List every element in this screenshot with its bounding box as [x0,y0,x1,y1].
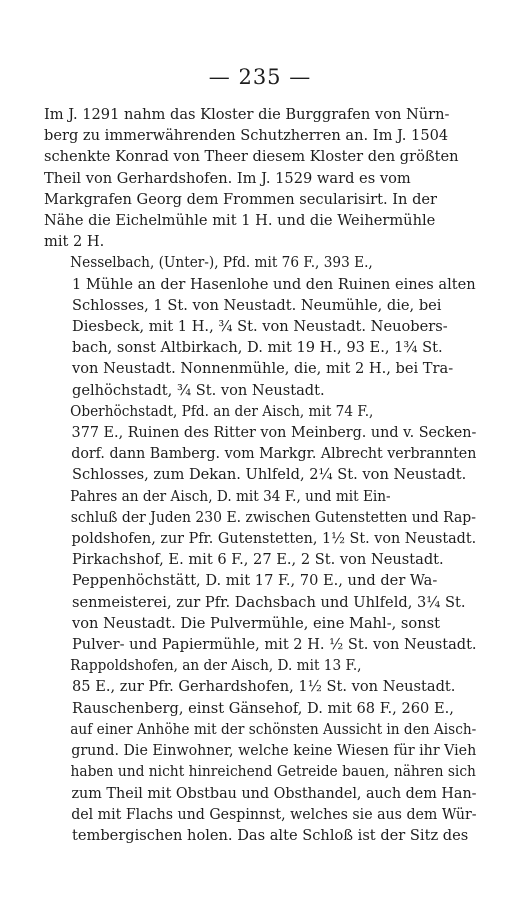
text-line: zum Theil mit Obstbau und Obsthandel, auch dem Han- [71,784,477,802]
text-line: berg zu immerwährenden Schutzherren an. Im J. 1504 [44,127,449,145]
text-line: Peppenhöchstätt, D. mit 17 F., 70 E., und der Wa- [72,572,438,590]
text-line: Oberhöchstadt, Pfd. an der Aisch, mit 74 F., [70,402,374,420]
text-line: Im J. 1291 nahm das Kloster die Burggrafen von Nürn- [44,106,450,123]
text-line: haben und nicht hinreichend Getreide bauen, nähren sich [70,763,476,781]
text-line: tembergischen holen. Das alte Schloß ist der Sitz des [72,826,469,844]
text-line: Nähe die Eichelmühle mit 1 H. und die Weihermühle [44,212,436,230]
text-line: schluß der Juden 230 E. zwischen Gutenstetten und Rap- [70,508,476,526]
text-line: del mit Flachs und Gespinnst, welches sie aus dem Wür- [71,805,477,823]
text-line: von Neustadt. Die Pulvermühle, eine Mahl-, sonst [72,614,440,632]
text-line: Rauschenberg, einst Gänsehof, D. mit 68 F., 260 E., [72,699,454,717]
paragraph [44,655,476,846]
text-line: Pirkachshof, E. mit 6 F., 27 E., 2 St. von Neustadt. [72,551,444,569]
text-line: poldshofen, zur Pfr. Gutenstetten, 1½ St. von Neustadt. [71,530,477,548]
text-line: 85 E., zur Pfr. Gerhardshofen, 1½ St. von Neustadt. [72,678,456,696]
text-line: 1 Mühle an der Hasenlohe und den Ruinen eines alten [72,275,476,293]
paragraph [44,252,476,400]
page-number: — 235 — [208,65,312,89]
text-line: gelhöchstadt, ¾ St. von Neustadt. [72,381,325,399]
text-line: Nesselbach, (Unter-), Pfd. mit 76 F., 393 E., [70,254,373,272]
text-line: auf einer Anhöhe mit der schönsten Aussicht in den Aisch- [70,720,477,738]
text-line: Pahres an der Aisch, D. mit 34 F., und mit Ein- [70,487,391,505]
page-body [44,104,476,846]
text-line: Markgrafen Georg dem Frommen secularisirt. In der [44,190,438,208]
text-line: Schlosses, zum Dekan. Uhlfeld, 2¼ St. von Neustadt. [72,466,467,484]
text-line: Schlosses, 1 St. von Neustadt. Neumühle, die, bei [72,296,442,314]
text-line: grund. Die Einwohner, welche keine Wiesen für ihr Vieh [71,742,477,760]
text-line: bach, sonst Altbirkach, D. mit 19 H., 93 E., 1¾ St. [72,339,443,357]
text-line: senmeisterei, zur Pfr. Dachsbach und Uhlfeld, 3¼ St. [72,593,466,611]
text-line: Theil von Gerhardshofen. Im J. 1529 ward es vom [44,169,411,187]
text-line: mit 2 H. [44,233,105,251]
paragraph [44,486,476,656]
text-line: schenkte Konrad von Theer diesem Kloster den größten [44,148,459,166]
paragraph [44,104,476,252]
text-line: Pulver- und Papiermühle, mit 2 H. ½ St. von Neustadt. [71,636,477,654]
paragraph [44,401,476,486]
text-line: Diesbeck, mit 1 H., ¾ St. von Neustadt. Neuobers- [72,318,448,336]
text-line: 377 E., Ruinen des Ritter von Meinberg. und v. Secken- [71,424,477,442]
text-line: Rappoldshofen, an der Aisch, D. mit 13 F., [70,657,362,675]
text-line: von Neustadt. Nonnenmühle, die, mit 2 H., bei Tra- [72,360,454,378]
text-line: dorf. dann Bamberg. vom Markgr. Albrecht verbrannten [71,445,477,463]
